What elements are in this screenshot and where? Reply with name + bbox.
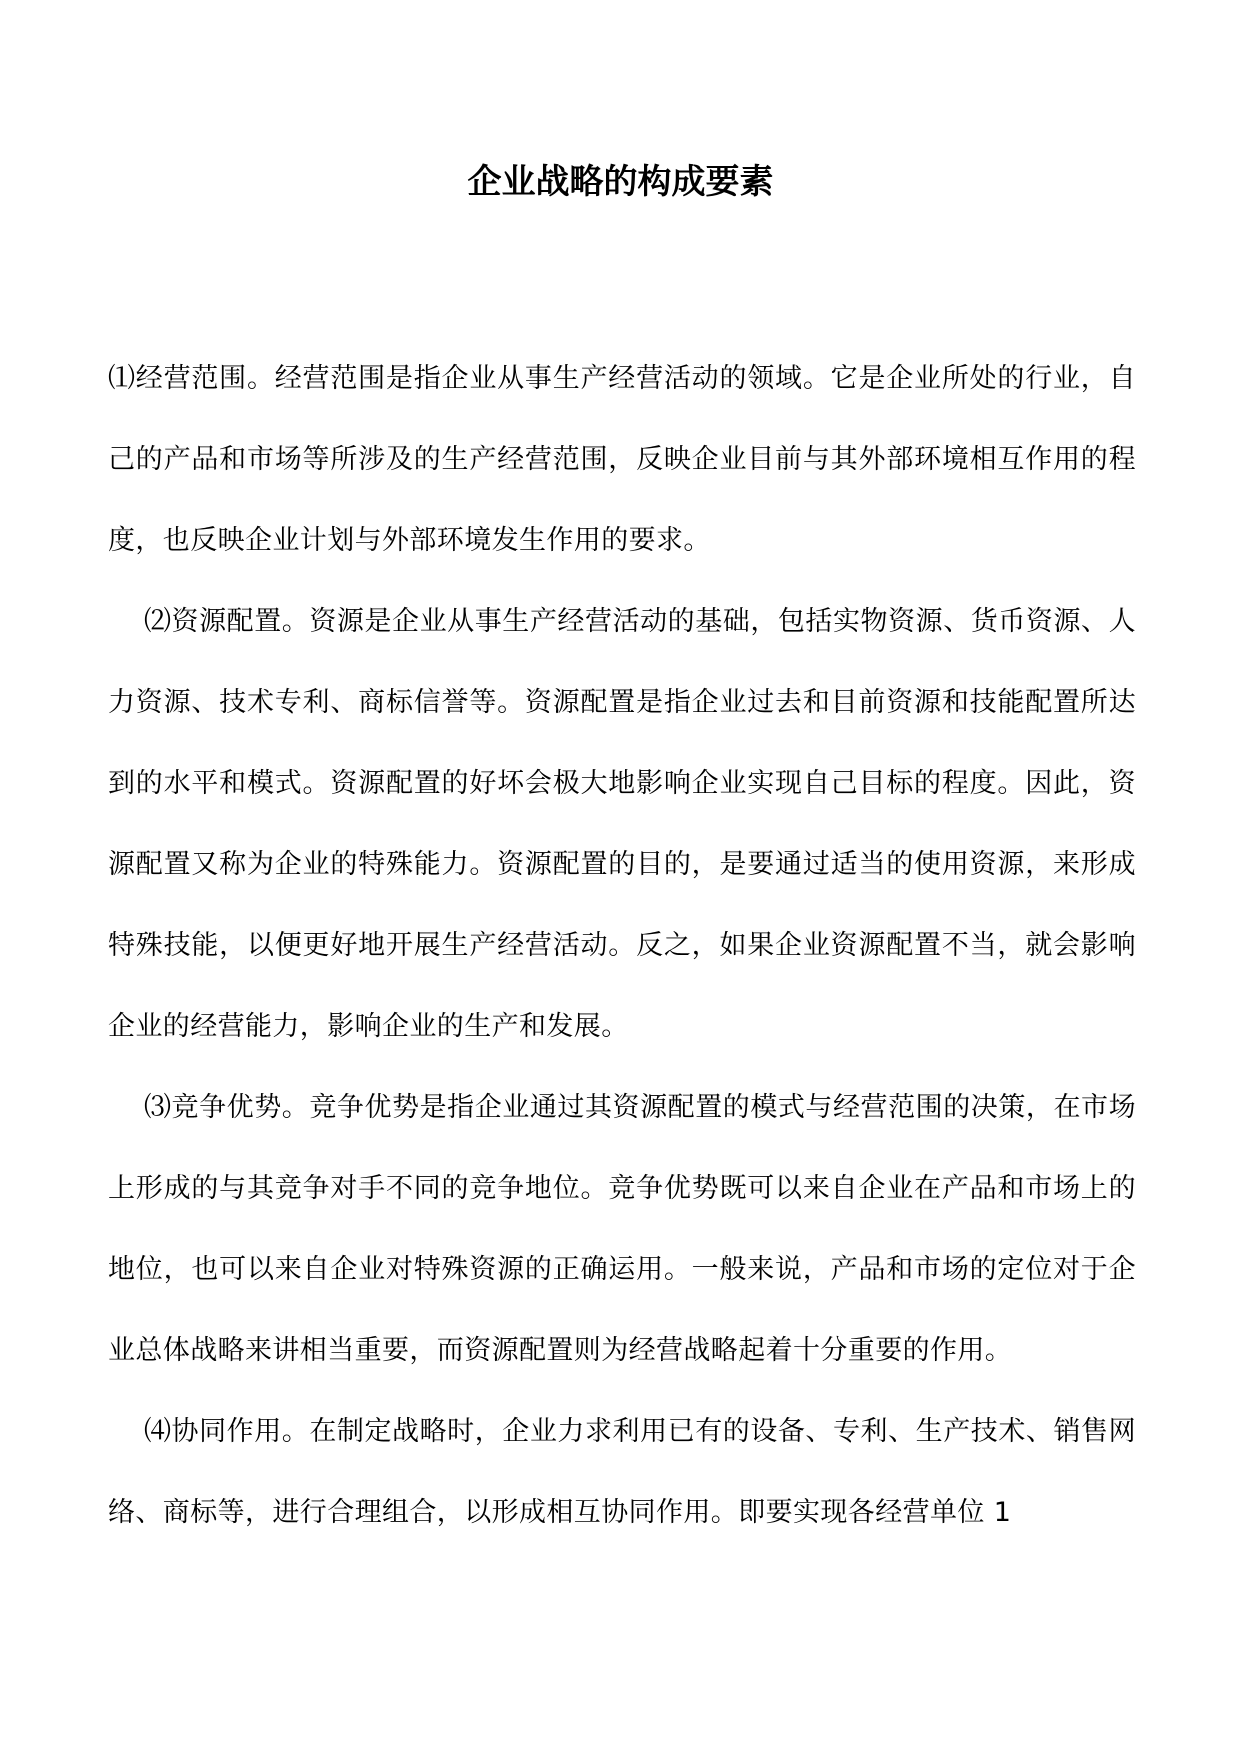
paragraph-resource-allocation: ⑵资源配置。资源是企业从事生产经营活动的基础，包括实物资源、货币资源、人力资源、技术专利、商标信誉等。资源配置是指企业过去和目前资源和技能配置所达到的水平和模式。资源配置的好坏会极大地影响企业实现自己目标的程度。因此，资源配置又称为企业的特殊能力。资源配置的目的，是要通过适当的使用资源，来形成特殊技能，以便更好地开展生产经营活动。反之，如果企业资源配置不当，就会影响企业的经营能力，影响企业的生产和发展。 bbox=[108, 606, 1136, 1042]
paragraph-competitive-advantage: ⑶竞争优势。竞争优势是指企业通过其资源配置的模式与经营范围的决策，在市场上形成的与其竞争对手不同的竞争地位。竞争优势既可以来自企业在产品和市场上的地位，也可以来自企业对特殊资源的正确运用。一般来说，产品和市场的定位对于企业总体战略来讲相当重要，而资源配置则为经营战略起着十分重要的作用。 bbox=[108, 1092, 1136, 1366]
document-body bbox=[108, 338, 1136, 1553]
paragraph-synergy: ⑷协同作用。在制定战略时，企业力求利用已有的设备、专利、生产技术、销售网络、商标等，进行合理组合，以形成相互协同作用。即要实现各经营单位 1 bbox=[108, 1416, 1136, 1528]
paragraph-business-scope: ⑴经营范围。经营范围是指企业从事生产经营活动的领域。它是企业所处的行业，自己的产品和市场等所涉及的生产经营范围，反映企业目前与其外部环境相互作用的程度，也反映企业计划与外部环境发生作用的要求。 bbox=[108, 363, 1136, 556]
document-title: 企业战略的构成要素 bbox=[467, 162, 774, 202]
